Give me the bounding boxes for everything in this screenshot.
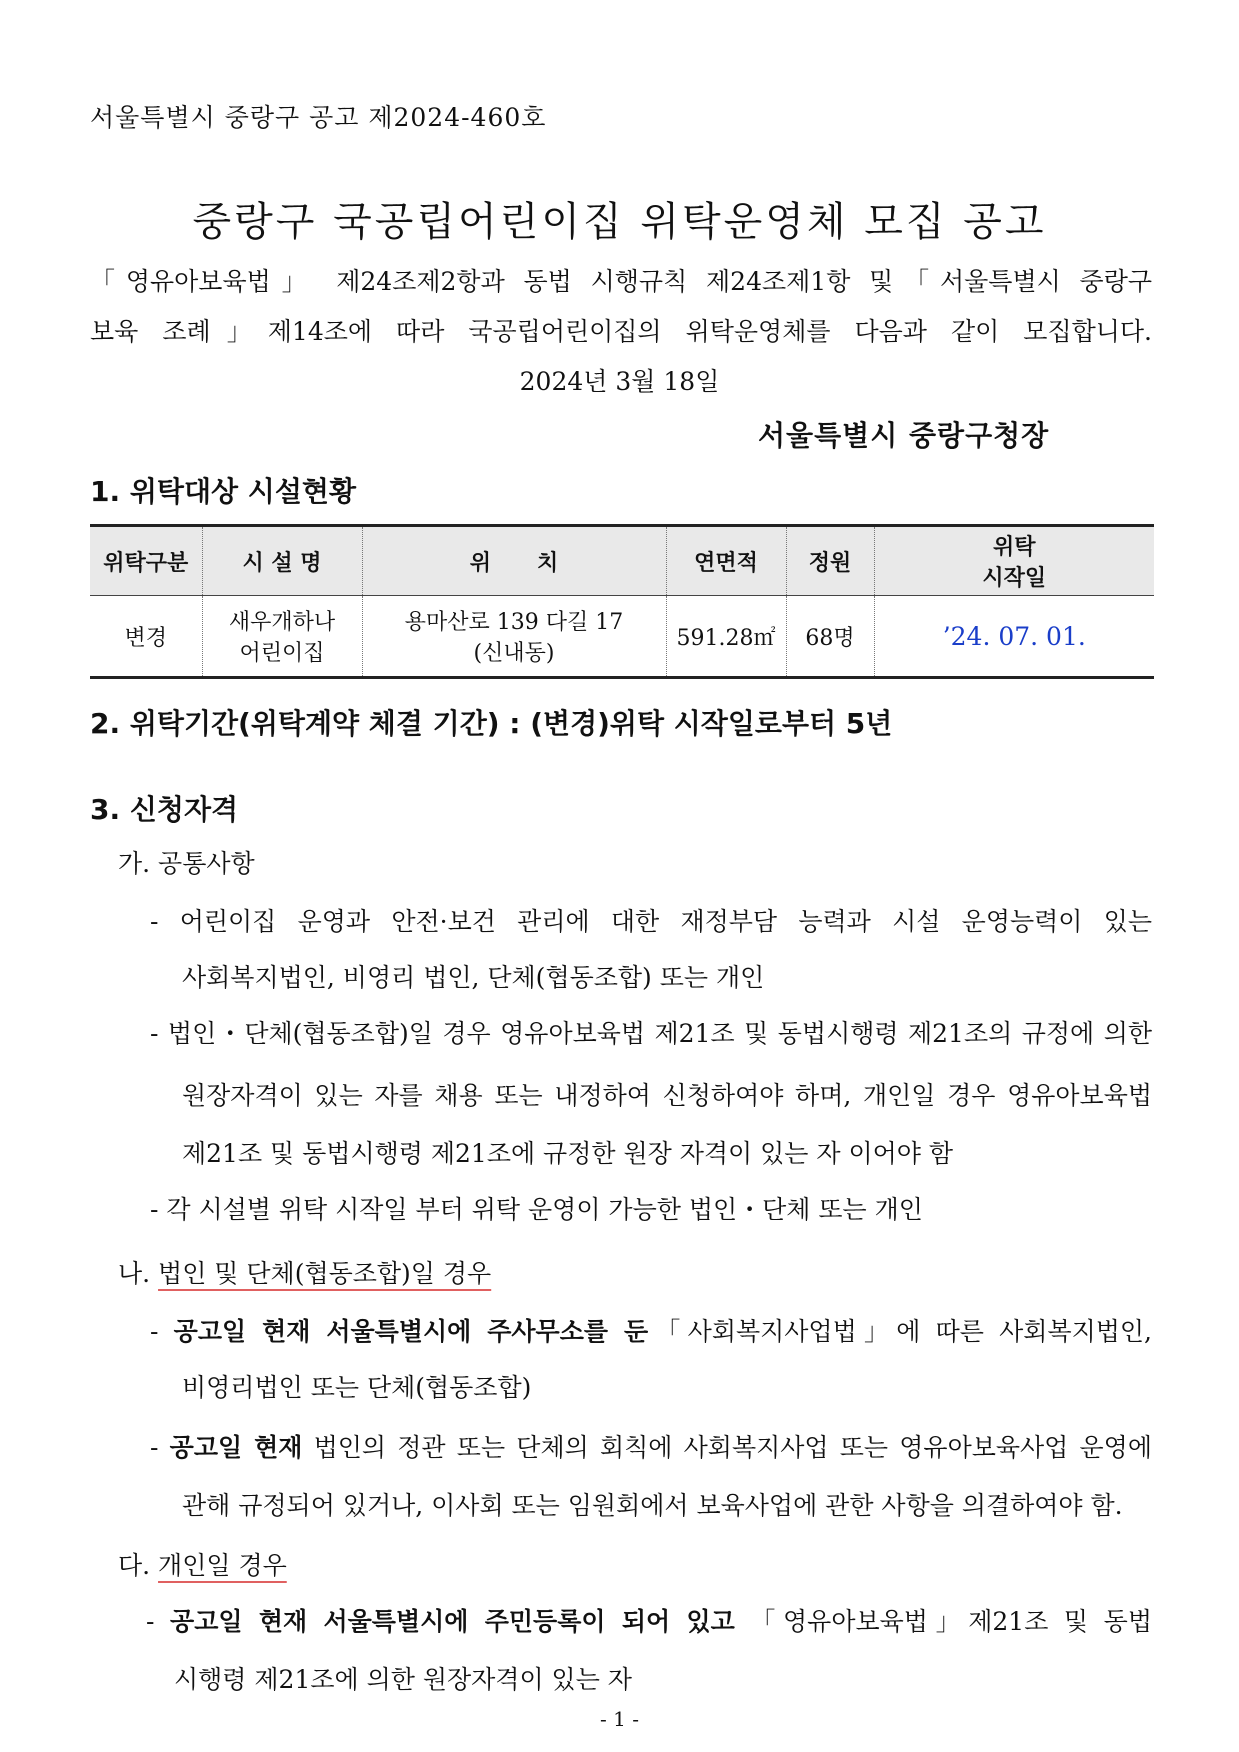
section3-heading: 3. 신청자격 — [90, 793, 239, 826]
notice-number: 서울특별시 중랑구 공고 제2024-460호 — [90, 103, 547, 132]
table-row — [90, 596, 1154, 678]
cell-name-line1: 새우개하나 — [228, 610, 336, 635]
na-bullet-2 — [150, 1428, 1152, 1464]
header-type: 위탁구분 — [103, 550, 189, 576]
header-name: 시 설 명 — [202, 526, 362, 596]
subsection-na — [118, 1254, 491, 1290]
header-location: 위 치 — [362, 526, 666, 596]
cell-type: 변경 — [124, 625, 167, 651]
da-label: 개인일 경우 — [158, 1551, 287, 1580]
na-bullet-2-cont: 관해 규정되어 있거나, 이사회 또는 임원회에서 보육사업에 관한 사항을 의결하여야 함. — [182, 1491, 1123, 1520]
da-bullet-1-cont: 시행령 제21조에 의한 원장자격이 있는 자 — [174, 1665, 632, 1694]
na-b1-bold: 공고일 현재 서울특별시에 주사무소를 둔 — [173, 1317, 649, 1346]
header-start-date-line1: 위탁 — [992, 535, 1036, 560]
cell-location — [362, 596, 666, 678]
cell-capacity: 68명 — [786, 596, 874, 678]
header-start-date — [874, 526, 1154, 596]
page-number: - 1 - — [600, 1707, 639, 1731]
subsection-da — [118, 1546, 287, 1582]
ga-bullet-2: - 법인・단체(협동조합)일 경우 영유아보육법 제21조 및 동법시행령 제21조의 규정에 의한 — [150, 1019, 1152, 1048]
na-b2-bold: 공고일 현재 — [169, 1433, 303, 1462]
na-label: 법인 및 단체(협동조합)일 경우 — [158, 1259, 492, 1288]
cell-name-line2: 어린이집 — [239, 641, 325, 666]
da-bullet-1 — [146, 1602, 1152, 1638]
na-b1-dash: - — [150, 1317, 174, 1346]
na-prefix: 나. — [118, 1259, 159, 1288]
na-b1-rest: 「사회복지사업법」에 따른 사회복지법인, — [648, 1317, 1152, 1346]
header-area: 연면적 — [666, 526, 786, 596]
cell-area: 591.28㎡ — [666, 596, 786, 678]
notice-date: 2024년 3월 18일 — [519, 367, 720, 396]
header-capacity: 정원 — [786, 526, 874, 596]
ga-bullet-1: - 어린이집 운영과 안전·보건 관리에 대한 재정부담 능력과 시설 운영능력이 있는 — [150, 907, 1152, 936]
na-b2-rest: 법인의 정관 또는 단체의 회칙에 사회복지사업 또는 영유아보육사업 운영에 — [302, 1433, 1152, 1462]
ga-bullet-3: - 각 시설별 위탁 시작일 부터 위탁 운영이 가능한 법인・단체 또는 개인 — [150, 1195, 923, 1224]
header-start-date-line2: 시작일 — [982, 566, 1047, 591]
cell-name — [202, 596, 362, 678]
ga-bullet-1-cont: 사회복지법인, 비영리 법인, 단체(협동조합) 또는 개인 — [182, 963, 765, 992]
signer: 서울특별시 중랑구청장 — [758, 419, 1050, 452]
da-b1-rest: 「영유아보육법」제21조 및 동법 — [734, 1607, 1152, 1636]
cell-location-line2: (신내동) — [473, 641, 555, 666]
intro-line-1: 「영유아보육법」 제24조제2항과 동법 시행규칙 제24조제1항 및「서울특별시 중랑구 — [90, 267, 1152, 296]
section1-heading: 1. 위탁대상 시설현황 — [90, 475, 357, 508]
facility-table — [90, 524, 1154, 679]
start-date-value: ’24. 07. 01. — [942, 621, 1086, 651]
da-b1-bold: 공고일 현재 서울특별시에 주민등록이 되어 있고 — [170, 1607, 735, 1636]
page-title: 중랑구 국공립어린이집 위탁운영체 모집 공고 — [192, 199, 1047, 245]
na-b2-dash: - — [150, 1433, 170, 1462]
intro-line-2: 보육 조례」제14조에 따라 국공립어린이집의 위탁운영체를 다음과 같이 모집합니다. — [90, 317, 1152, 346]
na-bullet-1-cont: 비영리법인 또는 단체(협동조합) — [182, 1373, 532, 1402]
section2-heading: 2. 위탁기간(위탁계약 체결 기간) : (변경)위탁 시작일로부터 5년 — [90, 707, 893, 740]
subsection-ga: 가. 공통사항 — [118, 849, 255, 878]
da-prefix: 다. — [118, 1551, 159, 1580]
na-bullet-1 — [150, 1312, 1152, 1348]
ga-bullet-2-cont-2: 제21조 및 동법시행령 제21조에 규정한 원장 자격이 있는 자 이어야 함 — [182, 1139, 953, 1168]
cell-location-line1: 용마산로 139 다길 17 — [404, 610, 624, 635]
ga-bullet-2-cont-1: 원장자격이 있는 자를 채용 또는 내정하여 신청하여야 하며, 개인일 경우 영유아보육법 — [182, 1081, 1152, 1110]
cell-start-date — [874, 596, 1154, 678]
table-header-row — [90, 526, 1154, 596]
da-b1-dash: - — [146, 1607, 171, 1636]
